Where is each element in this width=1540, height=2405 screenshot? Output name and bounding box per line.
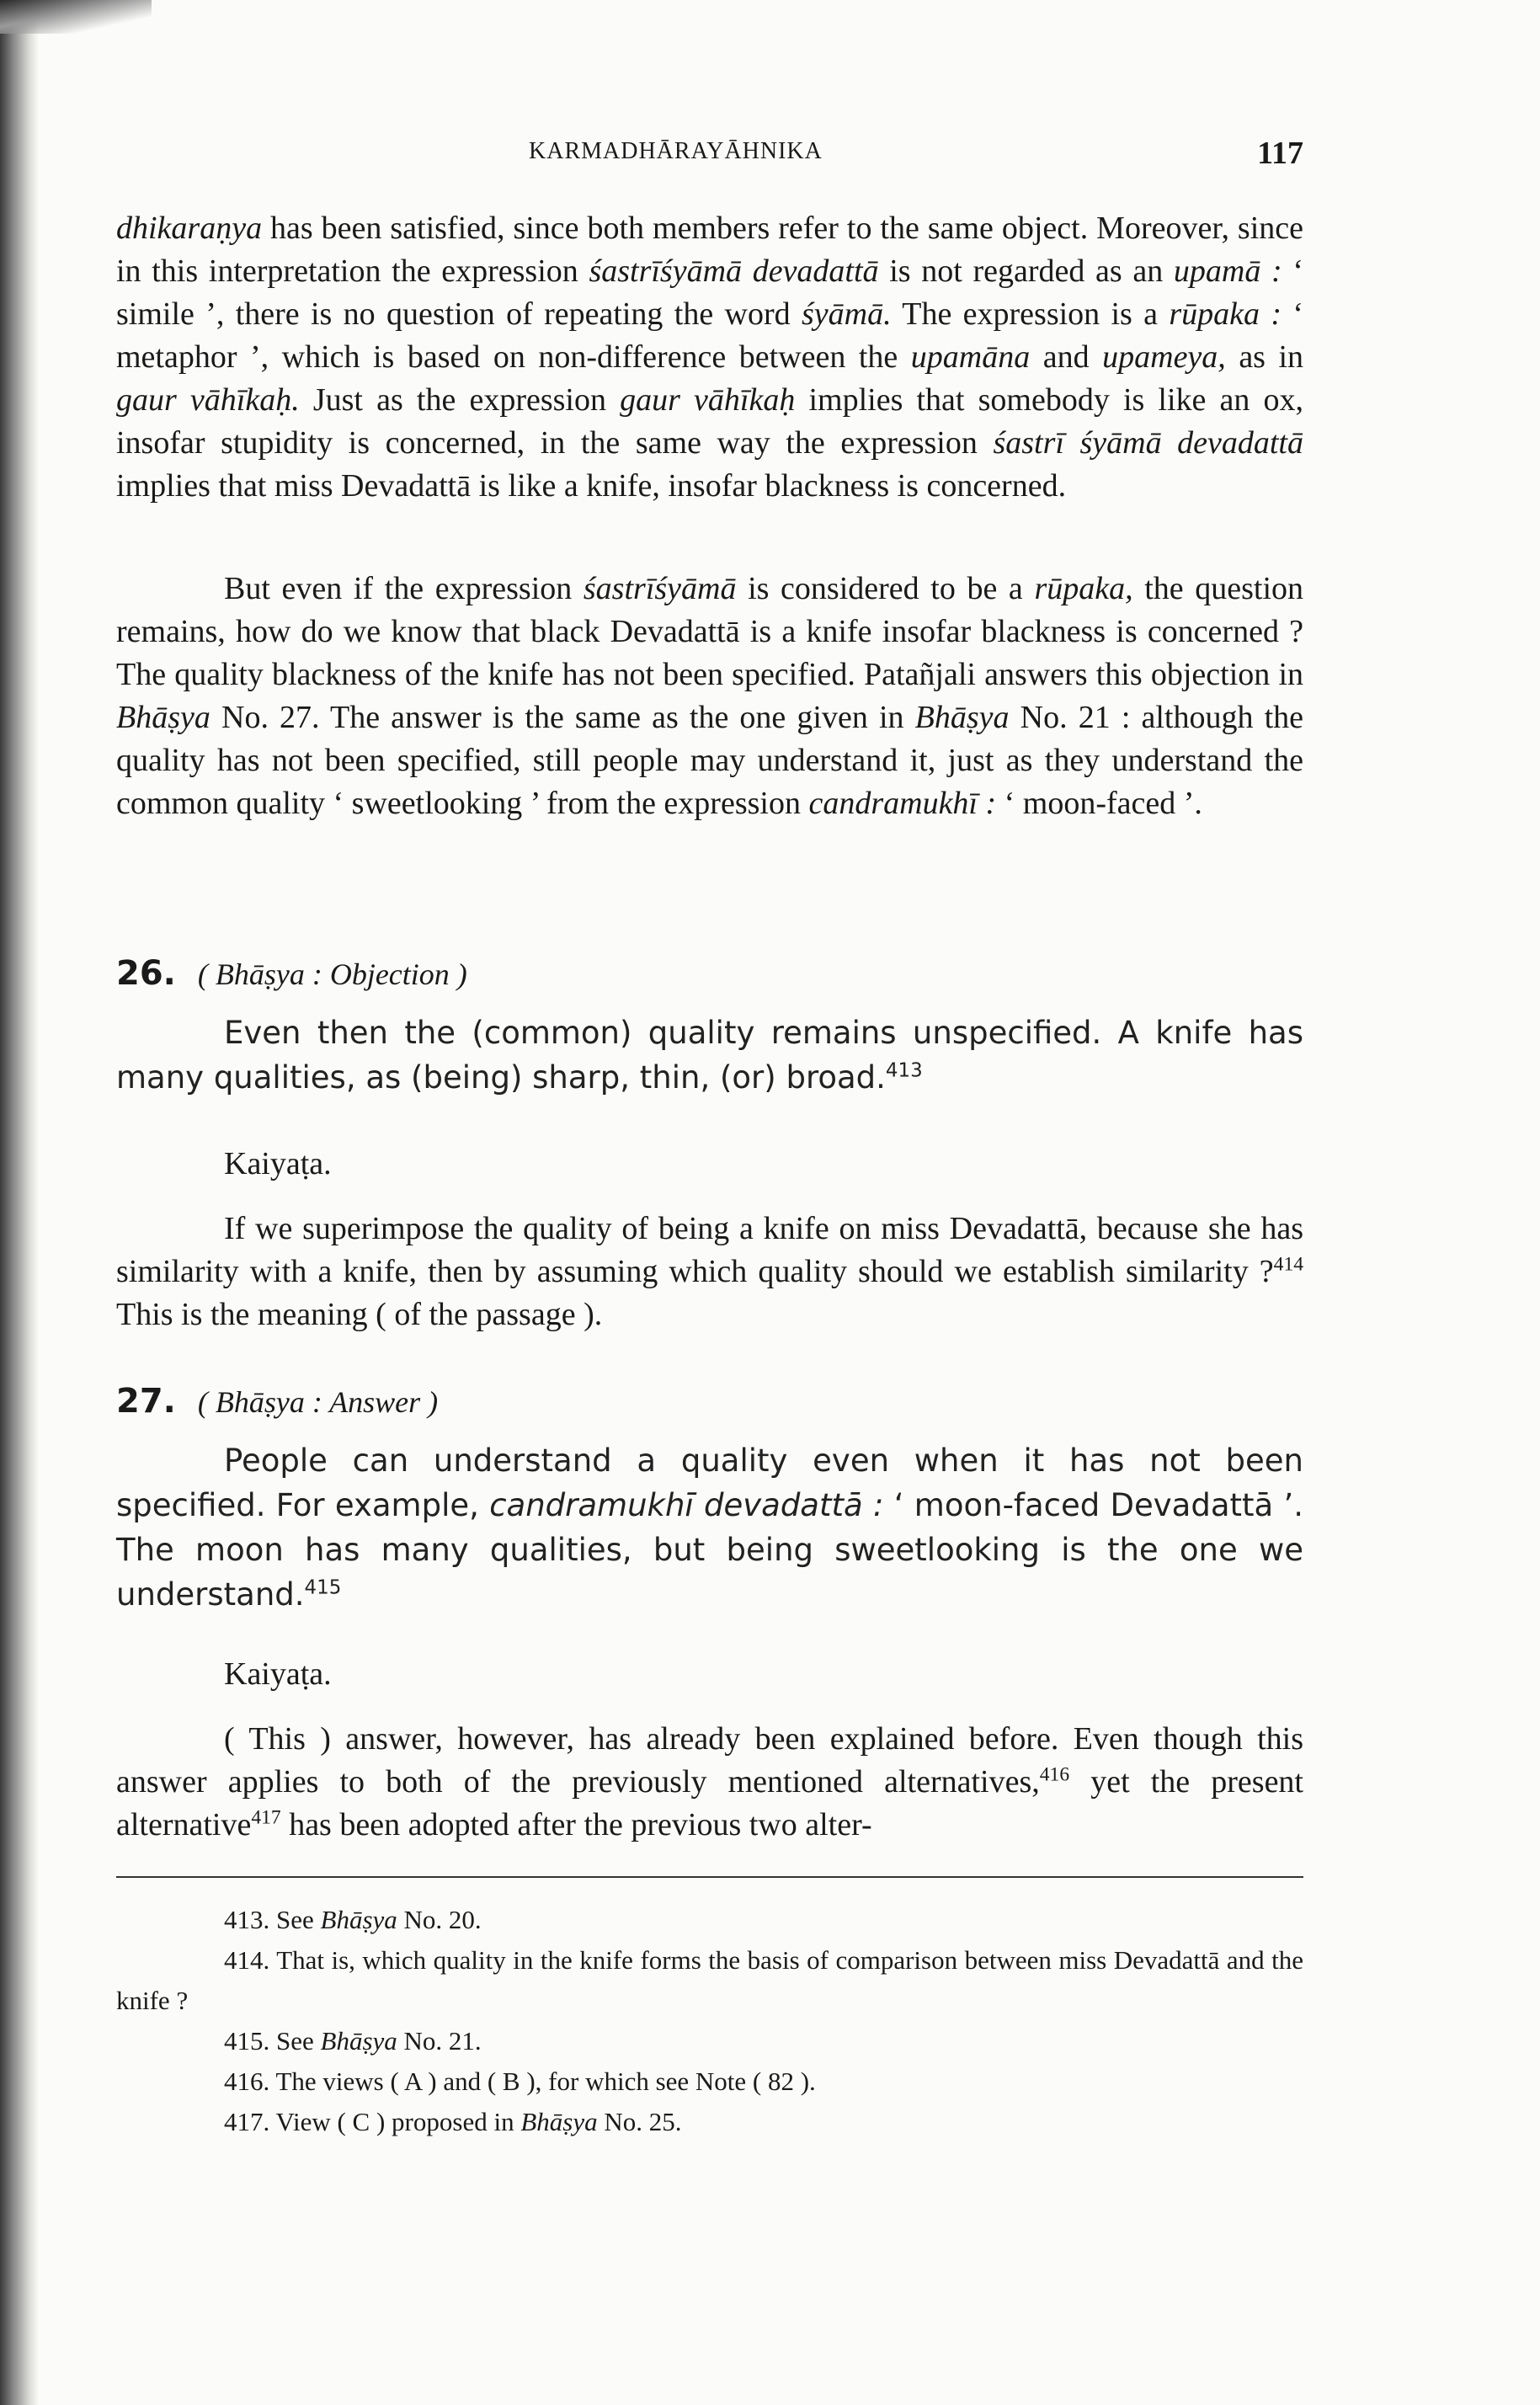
text-run: But even if the expression: [224, 571, 573, 606]
section-label: ( Bhāṣya : Objection ): [197, 957, 467, 991]
bhasya-text: People can understand a quality even when it has not been specified. For example,: [116, 1442, 1303, 1523]
footnote-number: 416.: [224, 2066, 270, 2096]
text-run: No. 21 : although the quality has not been specified, still people may understand it, just as they understand the common quality ‘ sweetlooking ’ from the expression: [116, 700, 1304, 821]
term: rūpaka,: [1034, 571, 1133, 606]
footnote-ref: 415: [304, 1576, 342, 1599]
term: candramukhī devadattā :: [489, 1487, 884, 1523]
bhasya-text: ‘ moon-faced Devadattā ’. The moon has many qualities, but being sweetlooking is the one we understand.: [116, 1487, 1304, 1613]
bhasya-text: Even then the (common) quality remains unspecified. A knife has many qualities, as (being) sharp, thin, (or) broad.: [116, 1015, 1303, 1096]
term: rūpaka :: [1169, 296, 1282, 332]
term: śastrī śyāmā devadattā: [993, 425, 1303, 461]
term: śastrīśyāmā: [583, 571, 737, 606]
term: śyāmā.: [801, 296, 892, 332]
text-run: is not regarded as an: [889, 253, 1164, 289]
term: śastrīśyāmā devadattā: [589, 253, 879, 289]
footnote-number: 415.: [224, 2026, 270, 2056]
text-run: No. 27. The answer is the same as the one given in: [221, 700, 904, 735]
term: upamāna: [910, 339, 1031, 375]
paragraph-1: [116, 207, 1303, 508]
text-run: implies that miss Devadattā is like a knife, insofar blackness is concerned.: [116, 468, 1067, 504]
text-run: implies that somebody is like an ox, insofar stupidity is concerned, in the same way the expression: [116, 382, 1304, 461]
section-26-bhasya: [116, 1011, 1303, 1100]
footnote-417: [116, 2102, 1303, 2142]
footnote-ref: 417: [251, 1806, 281, 1829]
text-run: as in: [1239, 339, 1304, 375]
term: upameya,: [1102, 339, 1226, 375]
footnote-number: 417.: [224, 2107, 270, 2136]
kaiyata-heading: Kaiyaṭa.: [224, 1656, 332, 1692]
term: gaur vāhīkaḥ.: [116, 382, 300, 418]
footnote-number: 413.: [224, 1905, 270, 1934]
term: Bhāṣya: [520, 2107, 598, 2136]
section-number: 27.: [116, 1382, 176, 1421]
footnote-414: [116, 1940, 1303, 2021]
text-run: is considered to be a: [748, 571, 1023, 606]
footnote-text: No. 20.: [403, 1905, 482, 1934]
footnotes: [116, 1900, 1303, 2142]
term: Bhāṣya: [914, 700, 1010, 735]
footnote-415: [116, 2021, 1303, 2061]
text-run: If we superimpose the quality of being a knife on miss Devadattā, because she has similarity with a knife, then by assuming which quality should we establish similarity ?: [116, 1211, 1303, 1289]
running-head: [116, 135, 1303, 177]
footnote-text: See: [276, 2026, 314, 2056]
section-26-commentary: [116, 1208, 1303, 1336]
text-run: and: [1042, 339, 1090, 375]
text-run: The expression is a: [902, 296, 1159, 332]
footnote-number: 414.: [224, 1945, 270, 1975]
term: upamā :: [1173, 253, 1282, 289]
section-26-heading: [116, 953, 467, 993]
footnote-text: The views ( A ) and ( B ), for which see Note ( 82 ).: [275, 2066, 816, 2096]
text-run: the question remains, how do we know that black Devadattā is a knife insofar blackness is concerned ? The quality blackness of the knife has not been specified. Patañjali answers this objection in: [116, 571, 1304, 692]
text-run: ‘ moon-faced ’.: [1004, 786, 1202, 821]
text-run: yet the present alternative: [116, 1764, 1303, 1842]
text-run: ‘ simile ’, there is no question of repeating the word: [116, 253, 1303, 332]
section-27-heading: [116, 1381, 438, 1421]
text-run: has been satisfied, since both members refer to the same object. Moreover, since in this interpretation the expression: [116, 211, 1304, 289]
scan-corner-shadow: [0, 0, 152, 34]
footnote-ref: 413: [885, 1059, 923, 1082]
footnote-divider: [116, 1876, 1303, 1878]
footnote-text: No. 21.: [403, 2026, 482, 2056]
footnote-ref: 416: [1039, 1763, 1070, 1786]
term: gaur vāhīkaḥ: [620, 382, 796, 418]
footnote-text: See: [276, 1905, 314, 1934]
footnote-416: [116, 2061, 1303, 2102]
text-run: ( This ) answer, however, has already been explained before. Even though this answer applies to both of the previously mentioned alternatives,: [116, 1721, 1303, 1800]
section-27-commentary: [116, 1718, 1303, 1847]
term: Bhāṣya: [320, 1905, 397, 1934]
footnote-text: View ( C ) proposed in: [275, 2107, 514, 2136]
section-27-bhasya: [116, 1438, 1303, 1617]
term: candramukhī :: [808, 786, 997, 821]
footnote-ref: 414: [1273, 1253, 1303, 1276]
section-number: 26.: [116, 954, 176, 993]
book-binding-shadow: [0, 0, 39, 2405]
kaiyata-heading: Kaiyaṭa.: [224, 1146, 332, 1181]
section-label: ( Bhāṣya : Answer ): [197, 1385, 439, 1419]
text-run: has been adopted after the previous two alter-: [280, 1807, 872, 1842]
running-title: KARMADHĀRAYĀHNIKA: [529, 138, 823, 164]
text-run: Just as the expression: [312, 382, 606, 418]
text-run: ‘ metaphor ’, which is based on non-difference between the: [116, 296, 1304, 375]
page-number: 117: [1257, 136, 1303, 171]
footnote-text: No. 25.: [604, 2107, 682, 2136]
term: Bhāṣya: [320, 2026, 397, 2056]
term: Bhāṣya: [116, 700, 210, 735]
term: dhikaraṇya: [116, 211, 263, 246]
footnote-413: [116, 1900, 1303, 1940]
text-run: This is the meaning ( of the passage ).: [116, 1297, 603, 1332]
paragraph-2: [116, 568, 1303, 825]
footnote-text: That is, which quality in the knife forms the basis of comparison between miss Devadattā and the knife ?: [116, 1945, 1303, 2015]
